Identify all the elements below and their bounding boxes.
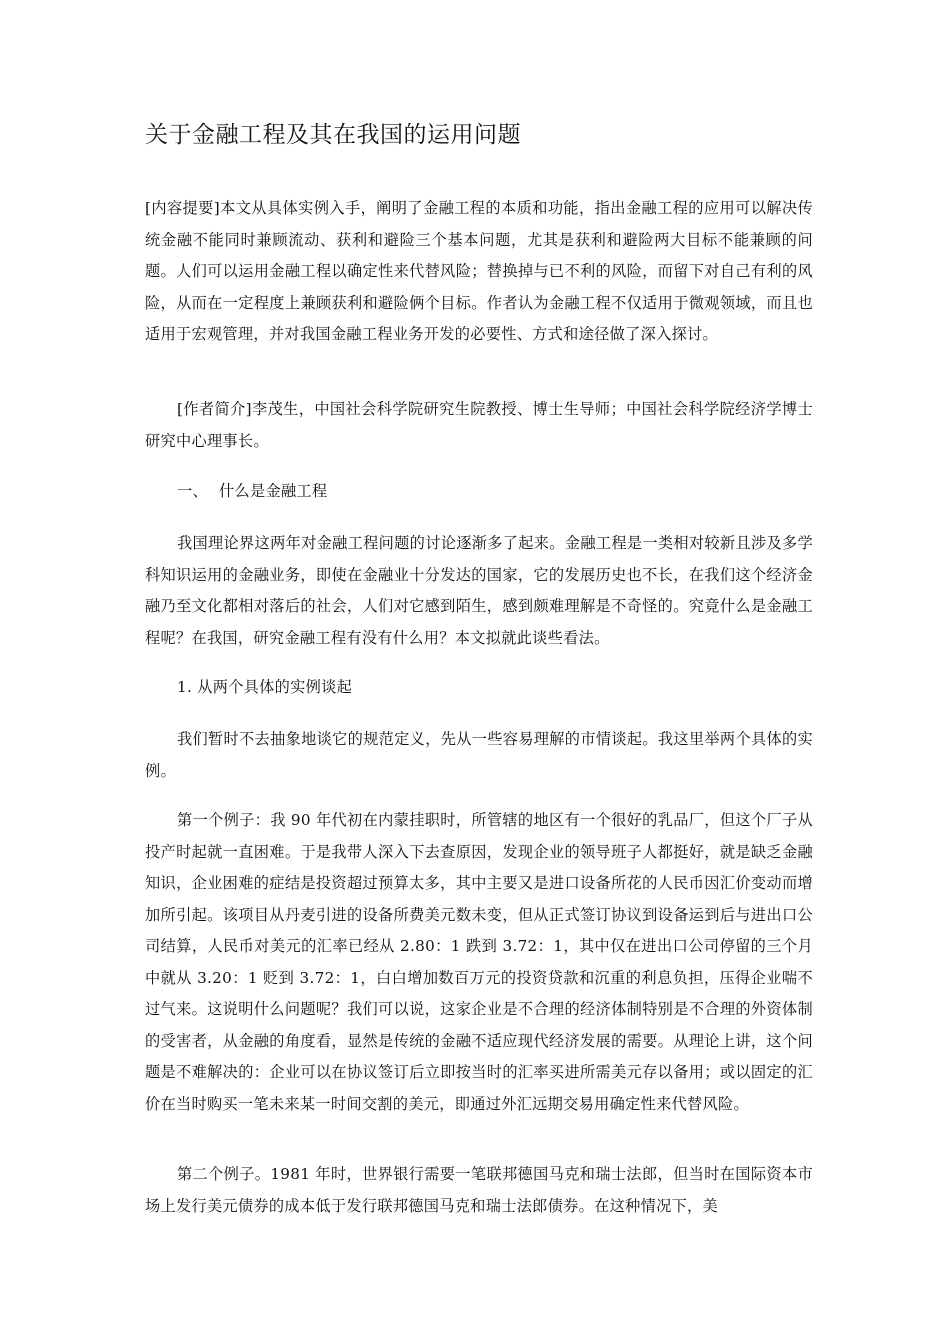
author-paragraph <box>145 394 813 457</box>
body-paragraph-4: 第二个例子。1981 年时，世界银行需要一笔联邦德国马克和瑞士法郎，但当时在国际资本市场上发行美元债券的成本低于发行联邦德国马克和瑞士法郎债券。在这种情况下，美 <box>145 1165 813 1215</box>
subsection-heading: 1. 从两个具体的实例谈起 <box>177 678 353 696</box>
abstract-label: [内容提要] <box>145 199 220 217</box>
section-number: 一、 <box>177 482 208 500</box>
body-paragraph-3: 第一个例子：我 90 年代初在内蒙挂职时，所管辖的地区有一个很好的乳品厂，但这个厂子从投产时起就一直困难。于是我带人深入下去查原因，发现企业的领导班子人都挺好，就是缺乏金融知识，企业困难的症结是投资超过预算太多，其中主要又是进口设备所花的人民币因汇价变动而增加所引起。该项目从丹麦引进的设备所费美元数未变，但从正式签订协议到设备运到后与进出口公司结算，人民币对美元的汇率已经从 2.80：1 跌到 3.72：1，其中仅在进出口公司停留的三个月中就从 3.20：1 贬到 3.72：1，白白增加数百万元的投资贷款和沉重的利息负担，压得企业喘不过气来。这说明什么问题呢？我们可以说，这家企业是不合理的经济体制特别是不合理的外资体制的受害者，从金融的角度看，显然是传统的金融不适应现代经济发展的需要。从理论上讲，这个问题是不难解决的：企业可以在协议签订后立即按当时的汇率买进所需美元存以备用；或以固定的汇价在当时购买一笔未来某一时间交割的美元，即通过外汇远期交易用确定性来代替风险。 <box>145 811 813 1113</box>
section-heading <box>177 476 327 508</box>
author-text: 李茂生，中国社会科学院研究生院教授、博士生导师；中国社会科学院经济学博士研究中心理事长。 <box>145 400 813 450</box>
author-label: [作者简介] <box>177 400 252 418</box>
document-title: 关于金融工程及其在我国的运用问题 <box>145 122 521 148</box>
abstract-paragraph <box>145 193 813 351</box>
abstract-text: 本文从具体实例入手，阐明了金融工程的本质和功能，指出金融工程的应用可以解决传统金融不能同时兼顾流动、获利和避险三个基本问题，尤其是获利和避险两大目标不能兼顾的问题。人们可以运用金融工程以确定性来代替风险；替换掉与已不利的风险，而留下对自己有利的风险，从而在一定程度上兼顾获利和避险俩个目标。作者认为金融工程不仅适用于微观领域，而且也适用于宏观管理，并对我国金融工程业务开发的必要性、方式和途径做了深入探讨。 <box>145 199 813 343</box>
section-title: 什么是金融工程 <box>219 482 328 500</box>
body-paragraph-2: 我们暂时不去抽象地谈它的规范定义，先从一些容易理解的市情谈起。我这里举两个具体的实例。 <box>145 730 813 780</box>
body-paragraph-1: 我国理论界这两年对金融工程问题的讨论逐渐多了起来。金融工程是一类相对较新且涉及多学科知识运用的金融业务，即使在金融业十分发达的国家，它的发展历史也不长，在我们这个经济金融乃至文化都相对落后的社会，人们对它感到陌生，感到颇难理解是不奇怪的。究竟什么是金融工程呢？在我国，研究金融工程有没有什么用？本文拟就此谈些看法。 <box>145 534 813 647</box>
